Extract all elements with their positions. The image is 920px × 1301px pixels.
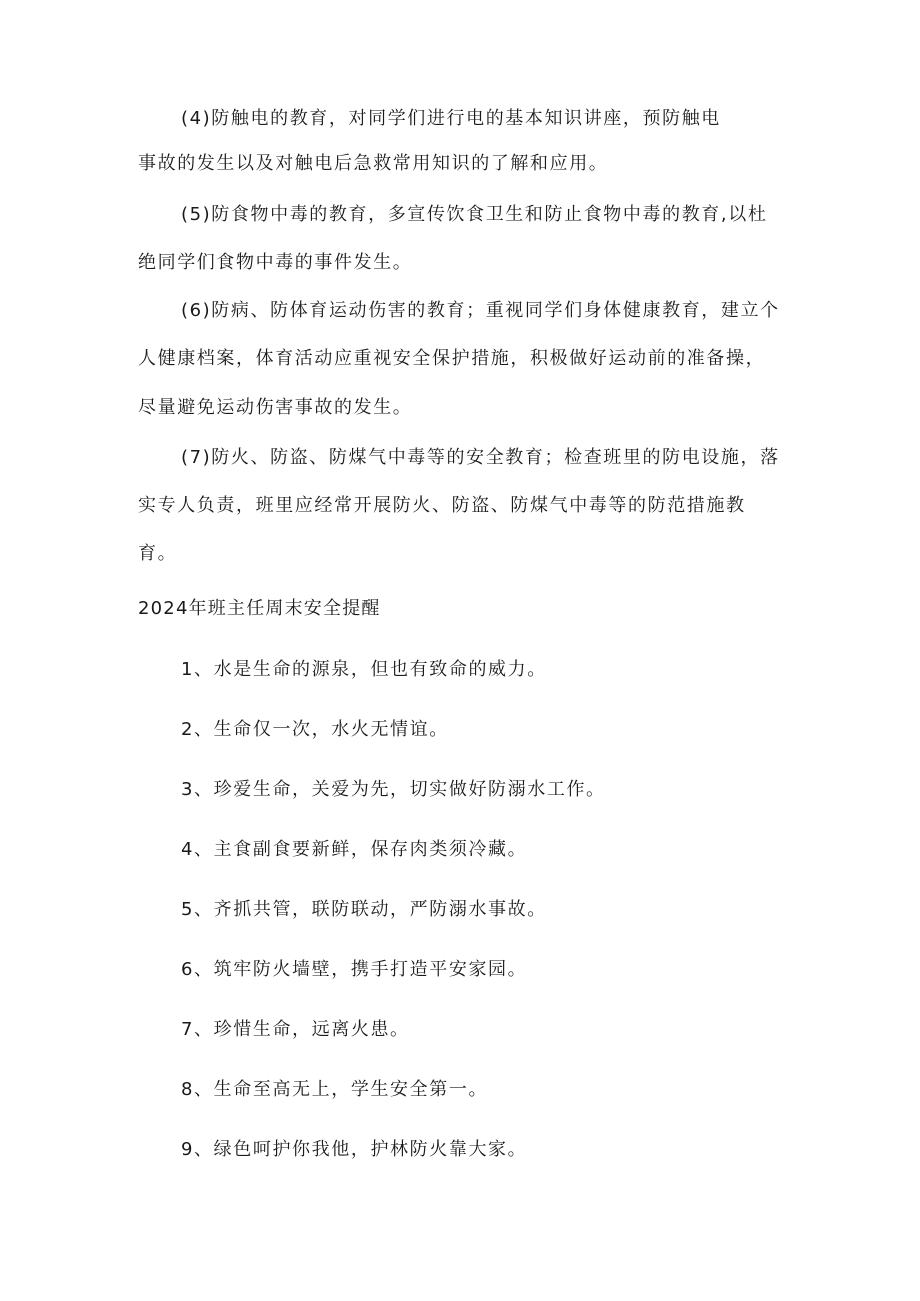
list-item: 8、生命至高无上，学生安全第一。 [181,1079,489,1100]
list-item: 5、齐抓共管，联防联动，严防溺水事故。 [181,899,547,920]
list-item: 1、水是生命的源泉，但也有致命的威力。 [181,659,547,680]
paragraph-7-line-3: 育。 [138,543,178,564]
section-title: 2024年班主任周末安全提醒 [138,598,381,619]
paragraph-5-line-1: (5)防食物中毒的教育，多宣传饮食卫生和防止食物中毒的教育,以杜 [181,204,768,225]
paragraph-7-line-1: (7)防火、防盗、防煤气中毒等的安全教育；检查班里的防电设施，落 [181,447,780,468]
list-item: 9、绿色呵护你我他，护林防火靠大家。 [181,1139,528,1160]
list-item: 4、主食副食要新鲜，保存肉类须冷藏。 [181,839,528,860]
paragraph-4-line-2: 事故的发生以及对触电后急救常用知识的了解和应用。 [138,153,609,174]
list-item: 7、珍惜生命，远离火患。 [181,1019,410,1040]
paragraph-6-line-2: 人健康档案，体育活动应重视安全保护措施，积极做好运动前的准备操， [138,348,766,369]
paragraph-6-line-3: 尽量避免运动伤害事故的发生。 [138,397,413,418]
list-item: 2、生命仅一次，水火无情谊。 [181,719,449,740]
paragraph-7-line-2: 实专人负责，班里应经常开展防火、防盗、防煤气中毒等的防范措施教 [138,495,746,516]
paragraph-4-line-1: (4)防触电的教育，对同学们进行电的基本知识讲座，预防触电 [181,108,721,129]
paragraph-6-line-1: (6)防病、防体育运动伤害的教育；重视同学们身体健康教育，建立个 [181,300,780,321]
paragraph-5-line-2: 绝同学们食物中毒的事件发生。 [138,252,413,273]
list-item: 6、筑牢防火墙壁，携手打造平安家园。 [181,959,528,980]
list-item: 3、珍爱生命，关爱为先，切实做好防溺水工作。 [181,779,606,800]
